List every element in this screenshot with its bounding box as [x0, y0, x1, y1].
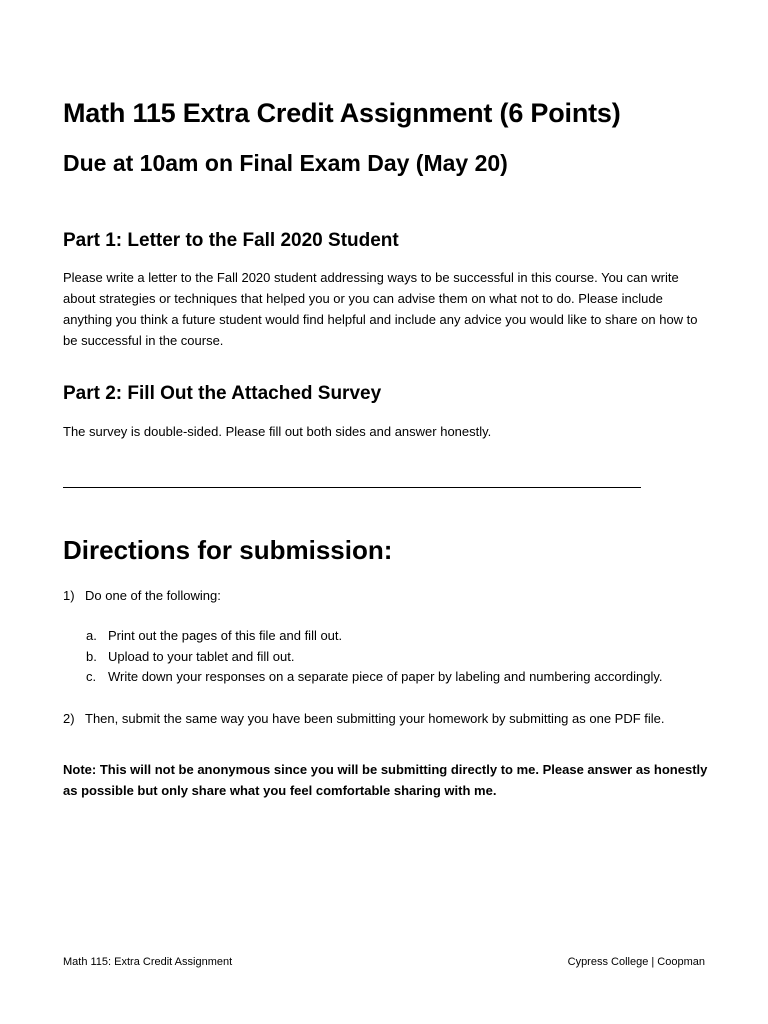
step-1 [63, 585, 221, 606]
document-title: Math 115 Extra Credit Assignment (6 Points) [63, 98, 621, 128]
option-a [86, 626, 663, 647]
step-2 [63, 708, 665, 729]
section-divider [63, 487, 641, 488]
note-text: Note: This will not be anonymous since you will be submitting directly to me. Please answer as honestly as possible but only share what you feel comfortable sharing with me. [63, 762, 708, 798]
part2-heading: Part 2: Fill Out the Attached Survey [63, 383, 382, 404]
footer-author: Cypress College | Coopman [567, 956, 705, 968]
option-b [86, 647, 663, 668]
part1-text: Please write a letter to the Fall 2020 student addressing ways to be successful in this course. You can write about strategies or techniques that helped you or you can advise them on what not to do. Please include anything you think a future student would find helpful and include any advice you would like to share on how to be successful in the course. [63, 270, 698, 348]
option-c [86, 667, 663, 688]
step-1-number: 1) [63, 588, 75, 603]
step-1-text: Do one of the following: [85, 588, 221, 603]
option-b-letter: b. [86, 648, 97, 664]
option-b-text: Upload to your tablet and fill out. [108, 648, 295, 664]
step-2-text: Then, submit the same way you have been submitting your homework by submitting as one PDF file. [85, 711, 665, 726]
document-subtitle: Due at 10am on Final Exam Day (May 20) [63, 150, 508, 176]
option-a-text: Print out the pages of this file and fill out. [108, 628, 343, 643]
part2-text: The survey is double-sided. Please fill out both sides and answer honestly. [63, 424, 492, 439]
directions-heading: Directions for submission: [63, 535, 393, 565]
step-1-options [86, 626, 663, 688]
footer-course: Math 115: Extra Credit Assignment [63, 956, 233, 968]
option-c-text: Write down your responses on a separate piece of paper by labeling and numbering accordingly. [108, 669, 663, 684]
option-a-letter: a. [86, 628, 97, 643]
option-c-letter: c. [86, 669, 97, 684]
step-2-number: 2) [63, 711, 75, 726]
part1-heading: Part 1: Letter to the Fall 2020 Student [63, 230, 399, 251]
